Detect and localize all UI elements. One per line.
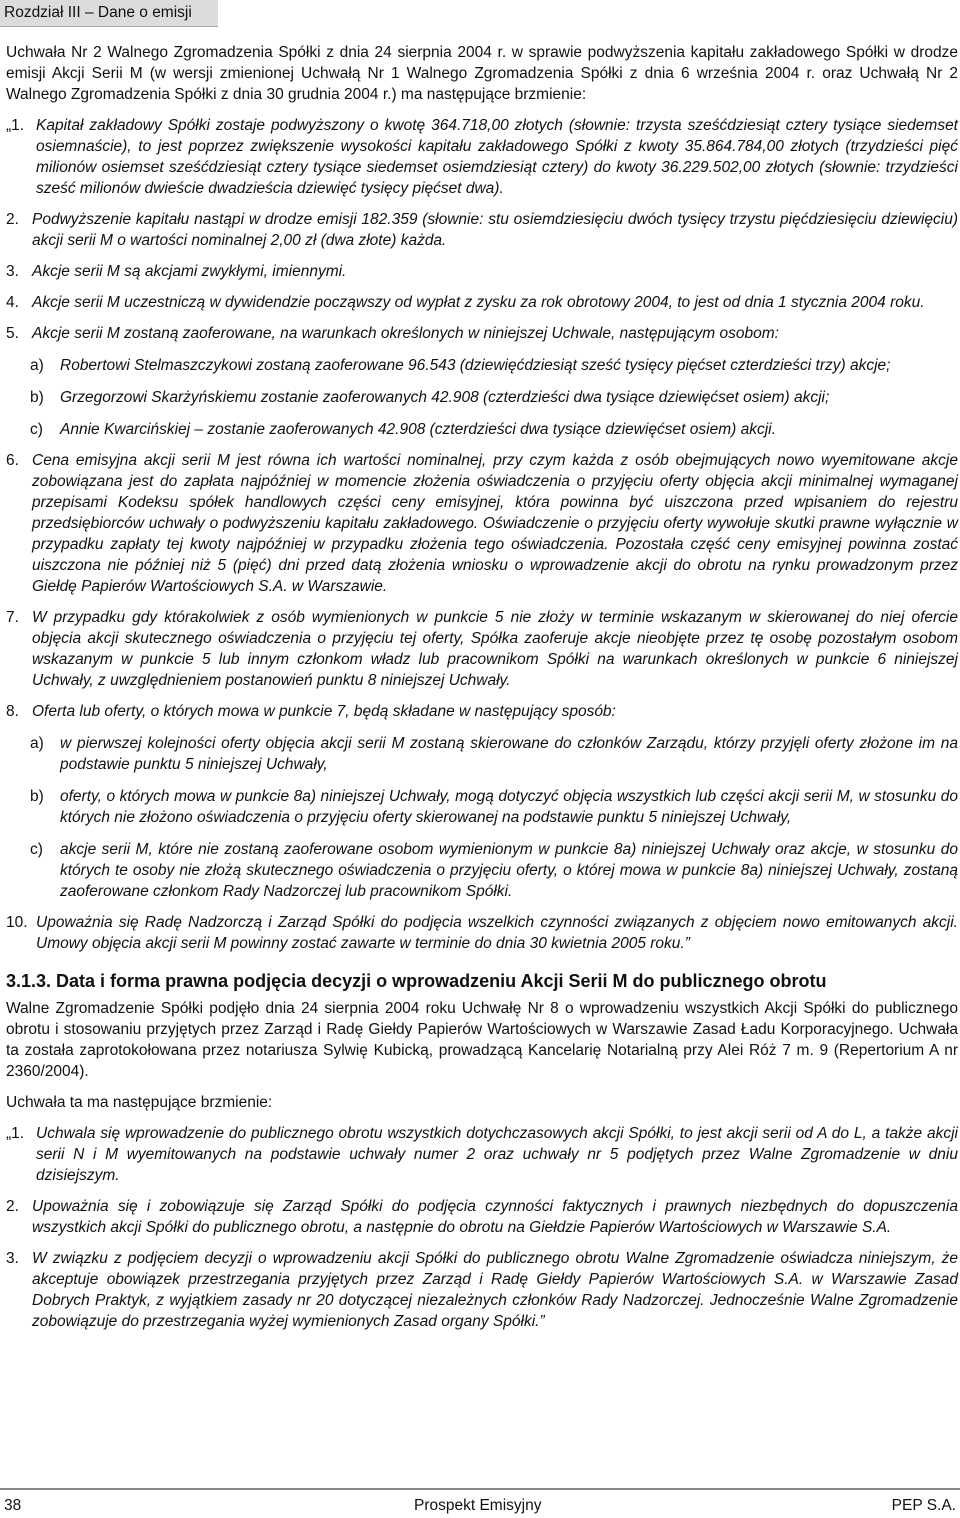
sub-item [6,387,958,408]
item-text: W związku z podjęciem decyzji o wprowadzeniu akcji Spółki do publicznego obrotu Walne Zgromadzenie oświadcza niniejszym, że akceptuje obowiązek przestrzegania przyjętych przez Zarząd i Radę Giełdy Papierów Wartościowych S.A. w Warszawie Zasad Dobrych Praktyk, z wyjątkiem zasady nr 20 dotyczącej niezależnych członków Rady Nadzorczej. Jednocześnie Walne Zgromadzenie zobowiązuje do przestrzegania wyżej wymienionych Zasad organy Spółki.” [32,1250,958,1330]
sub-item-text: w pierwszej kolejności oferty objęcia akcji serii M zostaną skierowane do członków Zarządu, którzy przyjęli oferty złożone im na podstawie punktu 5 niniejszej Uchwały, [60,735,958,773]
item-text: Podwyższenie kapitału nastąpi w drodze emisji 182.359 (słownie: stu osiemdziesięciu dwóch tysięcy trzystu pięćdziesięciu dziewięciu) akcji serii M o wartości nominalnej 2,00 zł (dwa złote) każda. [32,211,958,249]
item-number: 3. [6,1250,19,1267]
item-text: Oferta lub oferty, o których mowa w punkcie 7, będą składane w następujący sposób: [32,703,616,720]
list-item [6,323,958,344]
item-number: 4. [6,294,19,311]
list-item [6,912,958,954]
list-item [6,292,958,313]
item-text: W przypadku gdy którakolwiek z osób wymienionych w punkcie 5 nie złoży w terminie wskazanym w skierowanej do niej ofercie objęcia akcji skutecznego oświadczenia o przyjęciu tej oferty, Spółka zaoferuje akcje nieobjęte przez tę osobę pozostałym osobom wskazanym w punkcie 5 lub innym członkom władz lub pracownikom Spółki na warunkach określonych w punkcie 6 niniejszej Uchwały, z uwzględnieniem postanowień punktu 8 niniejszej Uchwały. [32,609,958,689]
item-number: 6. [6,452,19,469]
item-number: „1. [6,117,25,134]
list-item [6,261,958,282]
sub-item-letter: a) [30,735,44,752]
item-text: Uchwala się wprowadzenie do publicznego obrotu wszystkich dotychczasowych akcji Spółki, to jest akcji serii od A do L, a także akcji serii N i M wyemitowanych na podstawie uchwały numer 2 oraz uchwały nr 5 podjętych przez Walne Zgromadzenie w dniu dzisiejszym. [36,1125,958,1184]
sub-item-letter: b) [30,389,44,406]
item-text: Akcje serii M są akcjami zwykłymi, imiennymi. [32,263,347,280]
item-text: Upoważnia się Radę Nadzorczą i Zarząd Spółki do podjęcia wszelkich czynności związanych z objęciem nowo emitowanych akcji. Umowy objęcia akcji serii M powinny zostać zawarte w terminie do dnia 30 kwietnia 2005 roku.” [36,914,958,952]
list-item [6,1196,958,1238]
sub-item [6,839,958,902]
section-header: Rozdział III – Dane o emisji [0,0,218,27]
list-item [6,209,958,251]
sub-item-letter: a) [30,357,44,374]
section-lead: Uchwała ta ma następujące brzmienie: [6,1094,273,1111]
sub-item-letter: b) [30,788,44,805]
sub-item-text: akcje serii M, które nie zostaną zaoferowane osobom wymienionym w punkcie 8a) niniejszej Uchwały oraz akcje, w stosunku do których te osoby nie złożą skutecznego oświadczenia o przyjęciu oferty, o której mowa w punkcie 8a) niniejszej Uchwały, zostaną zaoferowane członkom Rady Nadzorczej lub pracownikom Spółki. [60,841,958,900]
item-number: 10. [6,914,28,931]
resolution-8-items [6,1123,958,1332]
document-title: Prospekt Emisyjny [414,1497,542,1514]
item-number: 2. [6,1198,19,1215]
item-text: Akcje serii M uczestniczą w dywidendzie począwszy od wypłat z zysku za rok obrotowy 2004, to jest od dnia 1 stycznia 2004 roku. [32,294,925,311]
list-item [6,701,958,722]
sub-item [6,786,958,828]
page-content [6,42,958,1332]
item-text: Upoważnia się i zobowiązuje się Zarząd Spółki do podjęcia czynności faktycznych i prawnych niezbędnych do dopuszczenia wszystkich akcji Spółki do publicznego obrotu, a następnie do obrotu na Giełdzie Papierów Wartościowych w Warszawie S.A. [32,1198,958,1236]
sub-item-text: Annie Kwarcińskiej – zostanie zaoferowanych 42.908 (czterdzieści dwa tysiące dziewięćset osiem) akcji. [60,421,776,438]
list-item [6,115,958,199]
resolution-2-items [6,115,958,954]
item-number: „1. [6,1125,25,1142]
intro-paragraph: Uchwała Nr 2 Walnego Zgromadzenia Spółki z dnia 24 sierpnia 2004 r. w sprawie podwyższenia kapitału zakładowego Spółki w drodze emisji Akcji Serii M (w wersji zmienionej Uchwałą Nr 1 Walnego Zgromadzenia Spółki z dnia 6 września 2004 r. oraz Uchwałą Nr 2 Walnego Zgromadzenia Spółki z dnia 30 grudnia 2004 r.) ma następujące brzmienie: [6,44,958,103]
sub-item-text: Robertowi Stelmaszczykowi zostaną zaoferowane 96.543 (dziewięćdziesiąt sześć tysięcy pięćset czterdzieści trzy) akcje; [60,357,891,374]
list-item [6,1248,958,1332]
page-number: 38 [4,1497,22,1514]
sub-item-letter: c) [30,421,43,438]
item-text: Cena emisyjna akcji serii M jest równa ich wartości nominalnej, przy czym każda z osób obejmujących nowo wyemitowane akcje zobowiązana jest do zapłata najpóźniej w momencie złożenia oświadczenia o przyjęciu oferty objęcia akcji minimalnej wymaganej przepisami Kodeksu spółek handlowych części ceny emisyjnej, która powinna być uiszczona przed wpisaniem do rejestru przedsiębiorców uchwały o podwyższeniu kapitału zakładowego. Oświadczenie o przyjęciu oferty wywołuje skutki prawne wyłącznie w przypadku zapłaty tej kwoty najpóźniej w przypadku złożenia tego oświadczenia. Pozostała część ceny emisyjnej powinna zostać uiszczona nie później niż 5 (pięć) dni przed datą złożenia wniosku o wprowadzenie akcji do obrotu na rynku prowadzonym przez Giełdę Papierów Wartościowych S.A. w Warszawie. [32,452,958,595]
sub-item [6,733,958,775]
section-heading: 3.1.3. Data i forma prawna podjęcia decyzji o wprowadzeniu Akcji Serii M do publicznego obrotu [6,971,827,991]
sub-item-text: Grzegorzowi Skarżyńskiemu zostanie zaoferowanych 42.908 (czterdzieści dwa tysiące dziewięćset osiem) akcji; [60,389,830,406]
section-paragraph: Walne Zgromadzenie Spółki podjęło dnia 24 sierpnia 2004 roku Uchwałę Nr 8 o wprowadzeniu wszystkich Akcji Spółki do publicznego obrotu i stosowaniu przyjętych przez Zarząd i Radę Giełdy Papierów Wartościowych w Warszawie Zasad Ładu Korporacyjnego. Uchwała ta została zaprotokołowana przez notariusza Sylwię Kubicką, prowadzącą Kancelarię Notarialną przy Alei Róż 7 m. 9 (Repertorium A nr 2360/2004). [6,1000,958,1080]
page-footer [0,1488,960,1518]
list-item [6,1123,958,1186]
item-number: 5. [6,325,19,342]
item-number: 2. [6,211,19,228]
sub-item-letter: c) [30,841,43,858]
item-number: 7. [6,609,19,626]
list-item [6,607,958,691]
sub-item [6,355,958,376]
item-text: Akcje serii M zostaną zaoferowane, na warunkach określonych w niniejszej Uchwale, następującym osobom: [32,325,779,342]
company-name: PEP S.A. [891,1497,956,1514]
item-number: 8. [6,703,19,720]
list-item [6,450,958,597]
item-number: 3. [6,263,19,280]
item-text: Kapitał zakładowy Spółki zostaje podwyższony o kwotę 364.718,00 złotych (słownie: trzysta sześćdziesiąt cztery tysiące siedemset osiemnaście), to jest poprzez zwiększenie wysokości kapitału zakładowego Spółki z kwoty 35.864.784,00 złotych (trzydzieści pięć milionów osiemset sześćdziesiąt cztery tysiące siedemset osiemdziesiąt cztery) do kwoty 36.229.502,00 złotych (słownie: trzydzieści sześć milionów dwieście dwadzieścia dziewięć tysięcy pięćset dwa). [36,117,958,197]
sub-item-text: oferty, o których mowa w punkcie 8a) niniejszej Uchwały, mogą dotyczyć objęcia wszystkich lub części akcji serii M, w stosunku do których nie złożono oświadczenia o przyjęciu oferty skierowanej na podstawie punktu 5 niniejszej Uchwały, [60,788,958,826]
sub-item [6,419,958,440]
